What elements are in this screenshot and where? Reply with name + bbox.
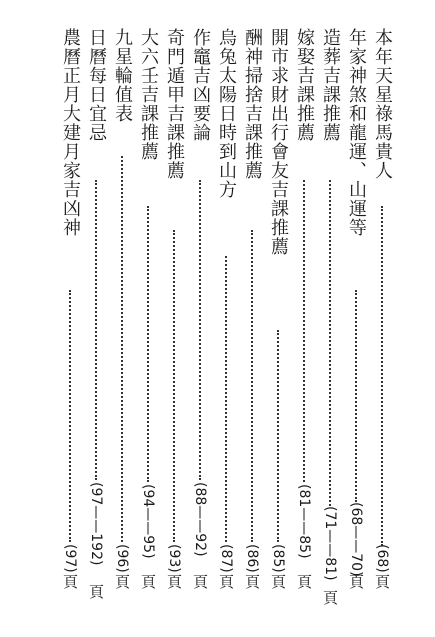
- page-suffix: 頁: [165, 574, 183, 589]
- leader-dots: [381, 206, 385, 546]
- entry-pages: (68——70): [348, 502, 364, 577]
- entry-title: 九星輪值表: [112, 28, 133, 123]
- entry-pages: (93): [166, 544, 182, 573]
- entry-title: 奇門遁甲吉課推薦: [164, 28, 185, 180]
- page-suffix: 頁: [113, 574, 131, 589]
- entry-title: 造葬吉課推薦: [320, 28, 341, 142]
- entry-pages: (96): [114, 544, 130, 573]
- toc-entry: [266, 28, 290, 588]
- page-suffix: 頁: [61, 574, 79, 589]
- page-suffix: 頁: [191, 574, 209, 589]
- entry-pages: (88——92): [192, 482, 208, 557]
- toc-entry: [240, 28, 264, 588]
- entry-title: 烏兔太陽日時到山方: [216, 28, 237, 199]
- page-suffix: 頁: [87, 584, 105, 599]
- entry-title: 開市求財出行會友吉課推薦: [268, 28, 289, 256]
- leader-dots: [147, 206, 151, 482]
- leader-dots: [69, 290, 73, 542]
- entry-title: 日曆每日宜忌: [86, 28, 107, 142]
- entry-title: 嫁娶吉課推薦: [294, 28, 315, 142]
- page-suffix: 頁: [217, 574, 235, 589]
- toc-entry: [162, 28, 186, 588]
- entry-pages: (85): [270, 544, 286, 573]
- toc-entry: [370, 28, 394, 588]
- leader-dots: [199, 180, 203, 480]
- toc-entry: [110, 28, 134, 588]
- leader-dots: [303, 180, 307, 482]
- leader-dots: [329, 180, 333, 506]
- entry-pages: (97): [62, 544, 78, 573]
- leader-dots: [251, 230, 255, 542]
- toc-entry: [58, 28, 82, 588]
- page-suffix: 頁: [321, 590, 339, 605]
- page-suffix: 頁: [139, 574, 157, 589]
- leader-dots: [95, 180, 99, 480]
- page-suffix: 頁: [243, 574, 261, 589]
- leader-dots: [173, 230, 177, 542]
- toc-entry: [292, 28, 316, 588]
- entry-pages: (87): [218, 544, 234, 573]
- toc-entry: [344, 28, 368, 588]
- toc-entry: [188, 28, 212, 588]
- entry-title: 酬神掃捨吉課推薦: [242, 28, 263, 180]
- entry-title: 大六壬吉課推薦: [138, 28, 159, 161]
- entry-pages: (86): [244, 544, 260, 573]
- page-suffix: 頁: [347, 574, 365, 589]
- entry-title: 作竈吉凶要論: [190, 28, 211, 142]
- leader-dots: [121, 156, 125, 542]
- entry-title: 農曆正月大建月家吉凶神: [60, 28, 81, 237]
- leader-dots: [225, 256, 229, 542]
- entry-title: 本年天星祿馬貴人: [372, 28, 393, 180]
- leader-dots: [277, 330, 281, 542]
- entry-pages: (71——81): [322, 506, 338, 581]
- toc-entry: [214, 28, 238, 588]
- page-suffix: 頁: [373, 574, 391, 589]
- page-suffix: 頁: [269, 574, 287, 589]
- entry-pages: (97——192): [88, 482, 104, 566]
- toc-entry: [318, 28, 342, 605]
- entry-pages: (81——85): [296, 484, 312, 559]
- page-suffix: 頁: [295, 574, 313, 589]
- toc-entry: [136, 28, 160, 588]
- entry-title: 年家神煞和龍運、山運等: [346, 28, 367, 237]
- entry-pages: (94——95): [140, 484, 156, 559]
- leader-dots: [355, 290, 359, 502]
- toc-entry: [84, 28, 108, 599]
- entry-pages: (68): [374, 544, 390, 573]
